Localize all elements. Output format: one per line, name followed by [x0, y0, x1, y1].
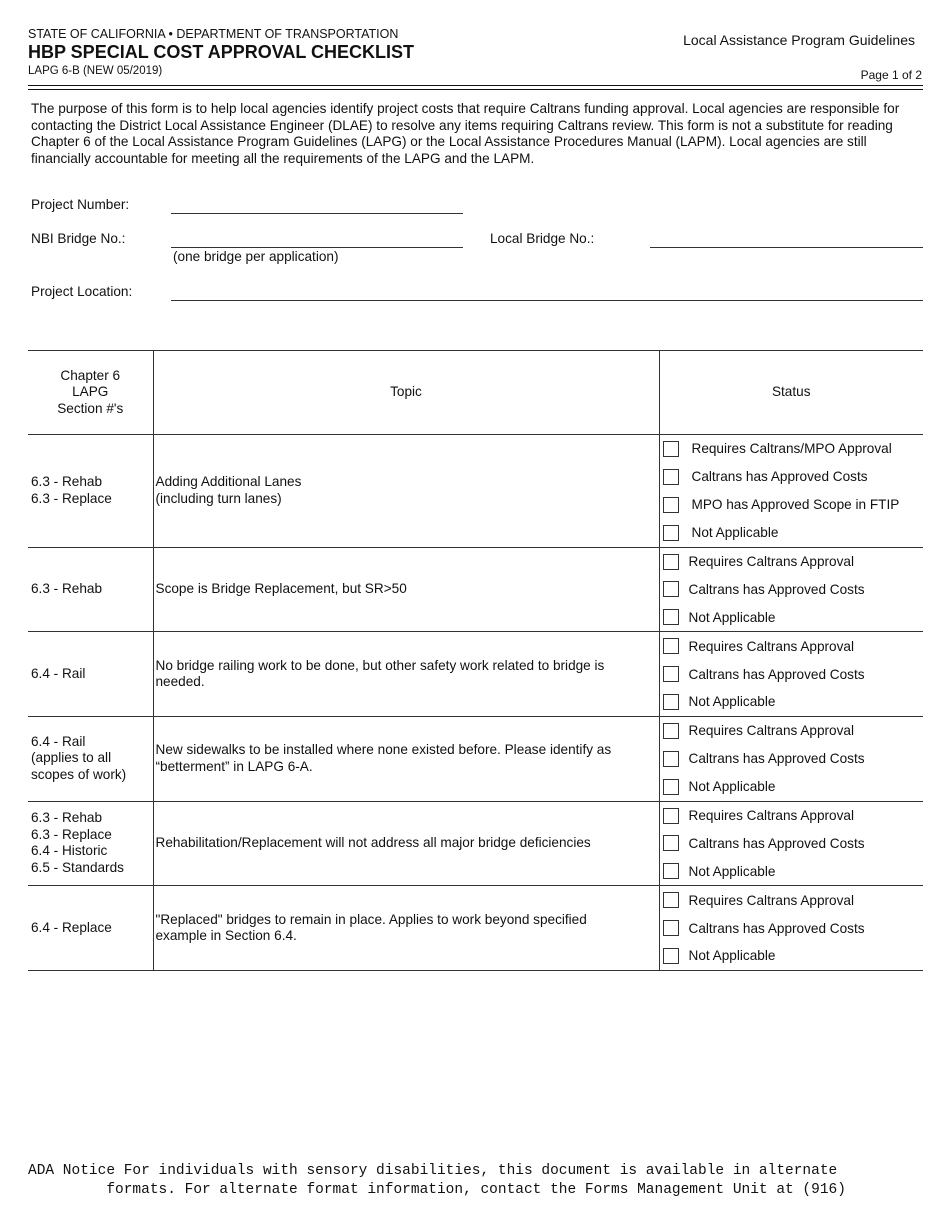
status-option[interactable]: Caltrans has Approved Costs: [660, 660, 924, 688]
checkbox[interactable]: [663, 948, 679, 964]
status-cell: [659, 716, 923, 801]
status-cell: [659, 547, 923, 632]
topic-cell: Adding Additional Lanes (including turn lanes): [153, 435, 659, 548]
checkbox[interactable]: [663, 581, 679, 597]
status-option[interactable]: Not Applicable: [660, 942, 924, 970]
status-option[interactable]: Not Applicable: [660, 688, 924, 716]
status-option[interactable]: Requires Caltrans Approval: [660, 802, 924, 830]
project-number-field[interactable]: [171, 213, 463, 214]
status-option[interactable]: Requires Caltrans/MPO Approval: [660, 435, 924, 463]
table-header-row: [28, 351, 923, 435]
section-cell: 6.3 - Rehab 6.3 - Replace: [28, 435, 153, 548]
status-option[interactable]: Caltrans has Approved Costs: [660, 575, 924, 603]
ada-notice: ADA Notice For individuals with sensory disabilities, this document is available in alternate formats. For alternate format information, contact the Forms Management Unit at (916): [28, 1163, 846, 1198]
form-code: LAPG 6-B (NEW 05/2019): [28, 65, 163, 77]
checkbox[interactable]: [663, 863, 679, 879]
table-row: [28, 547, 923, 632]
status-option[interactable]: Not Applicable: [660, 773, 924, 801]
section-cell: 6.4 - Replace: [28, 886, 153, 971]
section-cell: 6.3 - Rehab: [28, 547, 153, 632]
header-rule: [28, 89, 923, 90]
status-option[interactable]: Caltrans has Approved Costs: [660, 745, 924, 773]
nbi-bridge-field[interactable]: [171, 247, 463, 248]
checkbox[interactable]: [663, 666, 679, 682]
checkbox[interactable]: [663, 609, 679, 625]
local-bridge-label: Local Bridge No.:: [490, 231, 595, 246]
checkbox[interactable]: [663, 497, 679, 513]
nbi-bridge-label: NBI Bridge No.:: [31, 231, 126, 246]
section-column-header: Chapter 6 LAPG Section #'s: [28, 351, 153, 435]
intro-paragraph: The purpose of this form is to help local agencies identify project costs that require Caltrans funding approval. Local agencies are responsible for contacting the District Local Assistance Engineer (DLAE) to resolve any items requiring Caltrans review. This form is not a substitute for reading Chapter 6 of the Local Assistance Program Guidelines (LAPG) or the Local Assistance Procedures Manual (LAPM). Local agencies are still financially accountable for meeting all the requirements of the LAPG and the LAPM.: [31, 101, 900, 166]
status-option[interactable]: Not Applicable: [660, 857, 924, 885]
status-cell: [659, 435, 923, 548]
table-row: [28, 632, 923, 717]
status-option[interactable]: Requires Caltrans Approval: [660, 548, 924, 576]
status-cell: [659, 801, 923, 886]
project-location-label: Project Location:: [31, 284, 133, 299]
topic-column-header: Topic: [153, 351, 659, 435]
checkbox[interactable]: [663, 808, 679, 824]
status-option[interactable]: Caltrans has Approved Costs: [660, 829, 924, 857]
checkbox[interactable]: [663, 469, 679, 485]
guidelines-label: Local Assistance Program Guidelines: [683, 32, 915, 48]
status-option[interactable]: Requires Caltrans Approval: [660, 632, 924, 660]
status-option[interactable]: MPO has Approved Scope in FTIP: [660, 491, 924, 519]
project-location-field[interactable]: [171, 300, 923, 301]
checkbox[interactable]: [663, 779, 679, 795]
project-number-label: Project Number:: [31, 197, 130, 212]
topic-cell: No bridge railing work to be done, but other safety work related to bridge is needed.: [153, 632, 659, 717]
topic-cell: New sidewalks to be installed where none existed before. Please identify as “betterment” in LAPG 6-A.: [153, 716, 659, 801]
topic-cell: "Replaced" bridges to remain in place. Applies to work beyond specified example in Section 6.4.: [153, 886, 659, 971]
status-option[interactable]: Requires Caltrans Approval: [660, 717, 924, 745]
table-row: [28, 886, 923, 971]
checkbox[interactable]: [663, 920, 679, 936]
section-cell: 6.3 - Rehab 6.3 - Replace 6.4 - Historic 6.5 - Standards: [28, 801, 153, 886]
header-rule: [28, 85, 923, 86]
table-row: [28, 435, 923, 548]
table-row: [28, 801, 923, 886]
page-number: Page 1 of 2: [860, 68, 922, 82]
status-option[interactable]: Caltrans has Approved Costs: [660, 463, 924, 491]
topic-cell: Scope is Bridge Replacement, but SR>50: [153, 547, 659, 632]
nbi-bridge-note: (one bridge per application): [173, 249, 339, 264]
checkbox[interactable]: [663, 723, 679, 739]
section-cell: 6.4 - Rail (applies to all scopes of work): [28, 716, 153, 801]
checkbox[interactable]: [663, 638, 679, 654]
checkbox[interactable]: [663, 835, 679, 851]
local-bridge-field[interactable]: [650, 247, 923, 248]
status-column-header: Status: [659, 351, 923, 435]
status-option[interactable]: Caltrans has Approved Costs: [660, 914, 924, 942]
checkbox[interactable]: [663, 441, 679, 457]
checkbox[interactable]: [663, 694, 679, 710]
topic-cell: Rehabilitation/Replacement will not address all major bridge deficiencies: [153, 801, 659, 886]
status-cell: [659, 632, 923, 717]
section-cell: 6.4 - Rail: [28, 632, 153, 717]
checklist-table: [28, 350, 923, 971]
table-row: [28, 716, 923, 801]
checkbox[interactable]: [663, 525, 679, 541]
status-option[interactable]: Not Applicable: [660, 519, 924, 547]
form-title: HBP SPECIAL COST APPROVAL CHECKLIST: [28, 42, 415, 62]
status-option[interactable]: Not Applicable: [660, 603, 924, 631]
department-line: STATE OF CALIFORNIA • DEPARTMENT OF TRANSPORTATION: [28, 27, 399, 41]
status-option[interactable]: Requires Caltrans Approval: [660, 886, 924, 914]
status-cell: [659, 886, 923, 971]
checkbox[interactable]: [663, 751, 679, 767]
checkbox[interactable]: [663, 554, 679, 570]
checkbox[interactable]: [663, 892, 679, 908]
